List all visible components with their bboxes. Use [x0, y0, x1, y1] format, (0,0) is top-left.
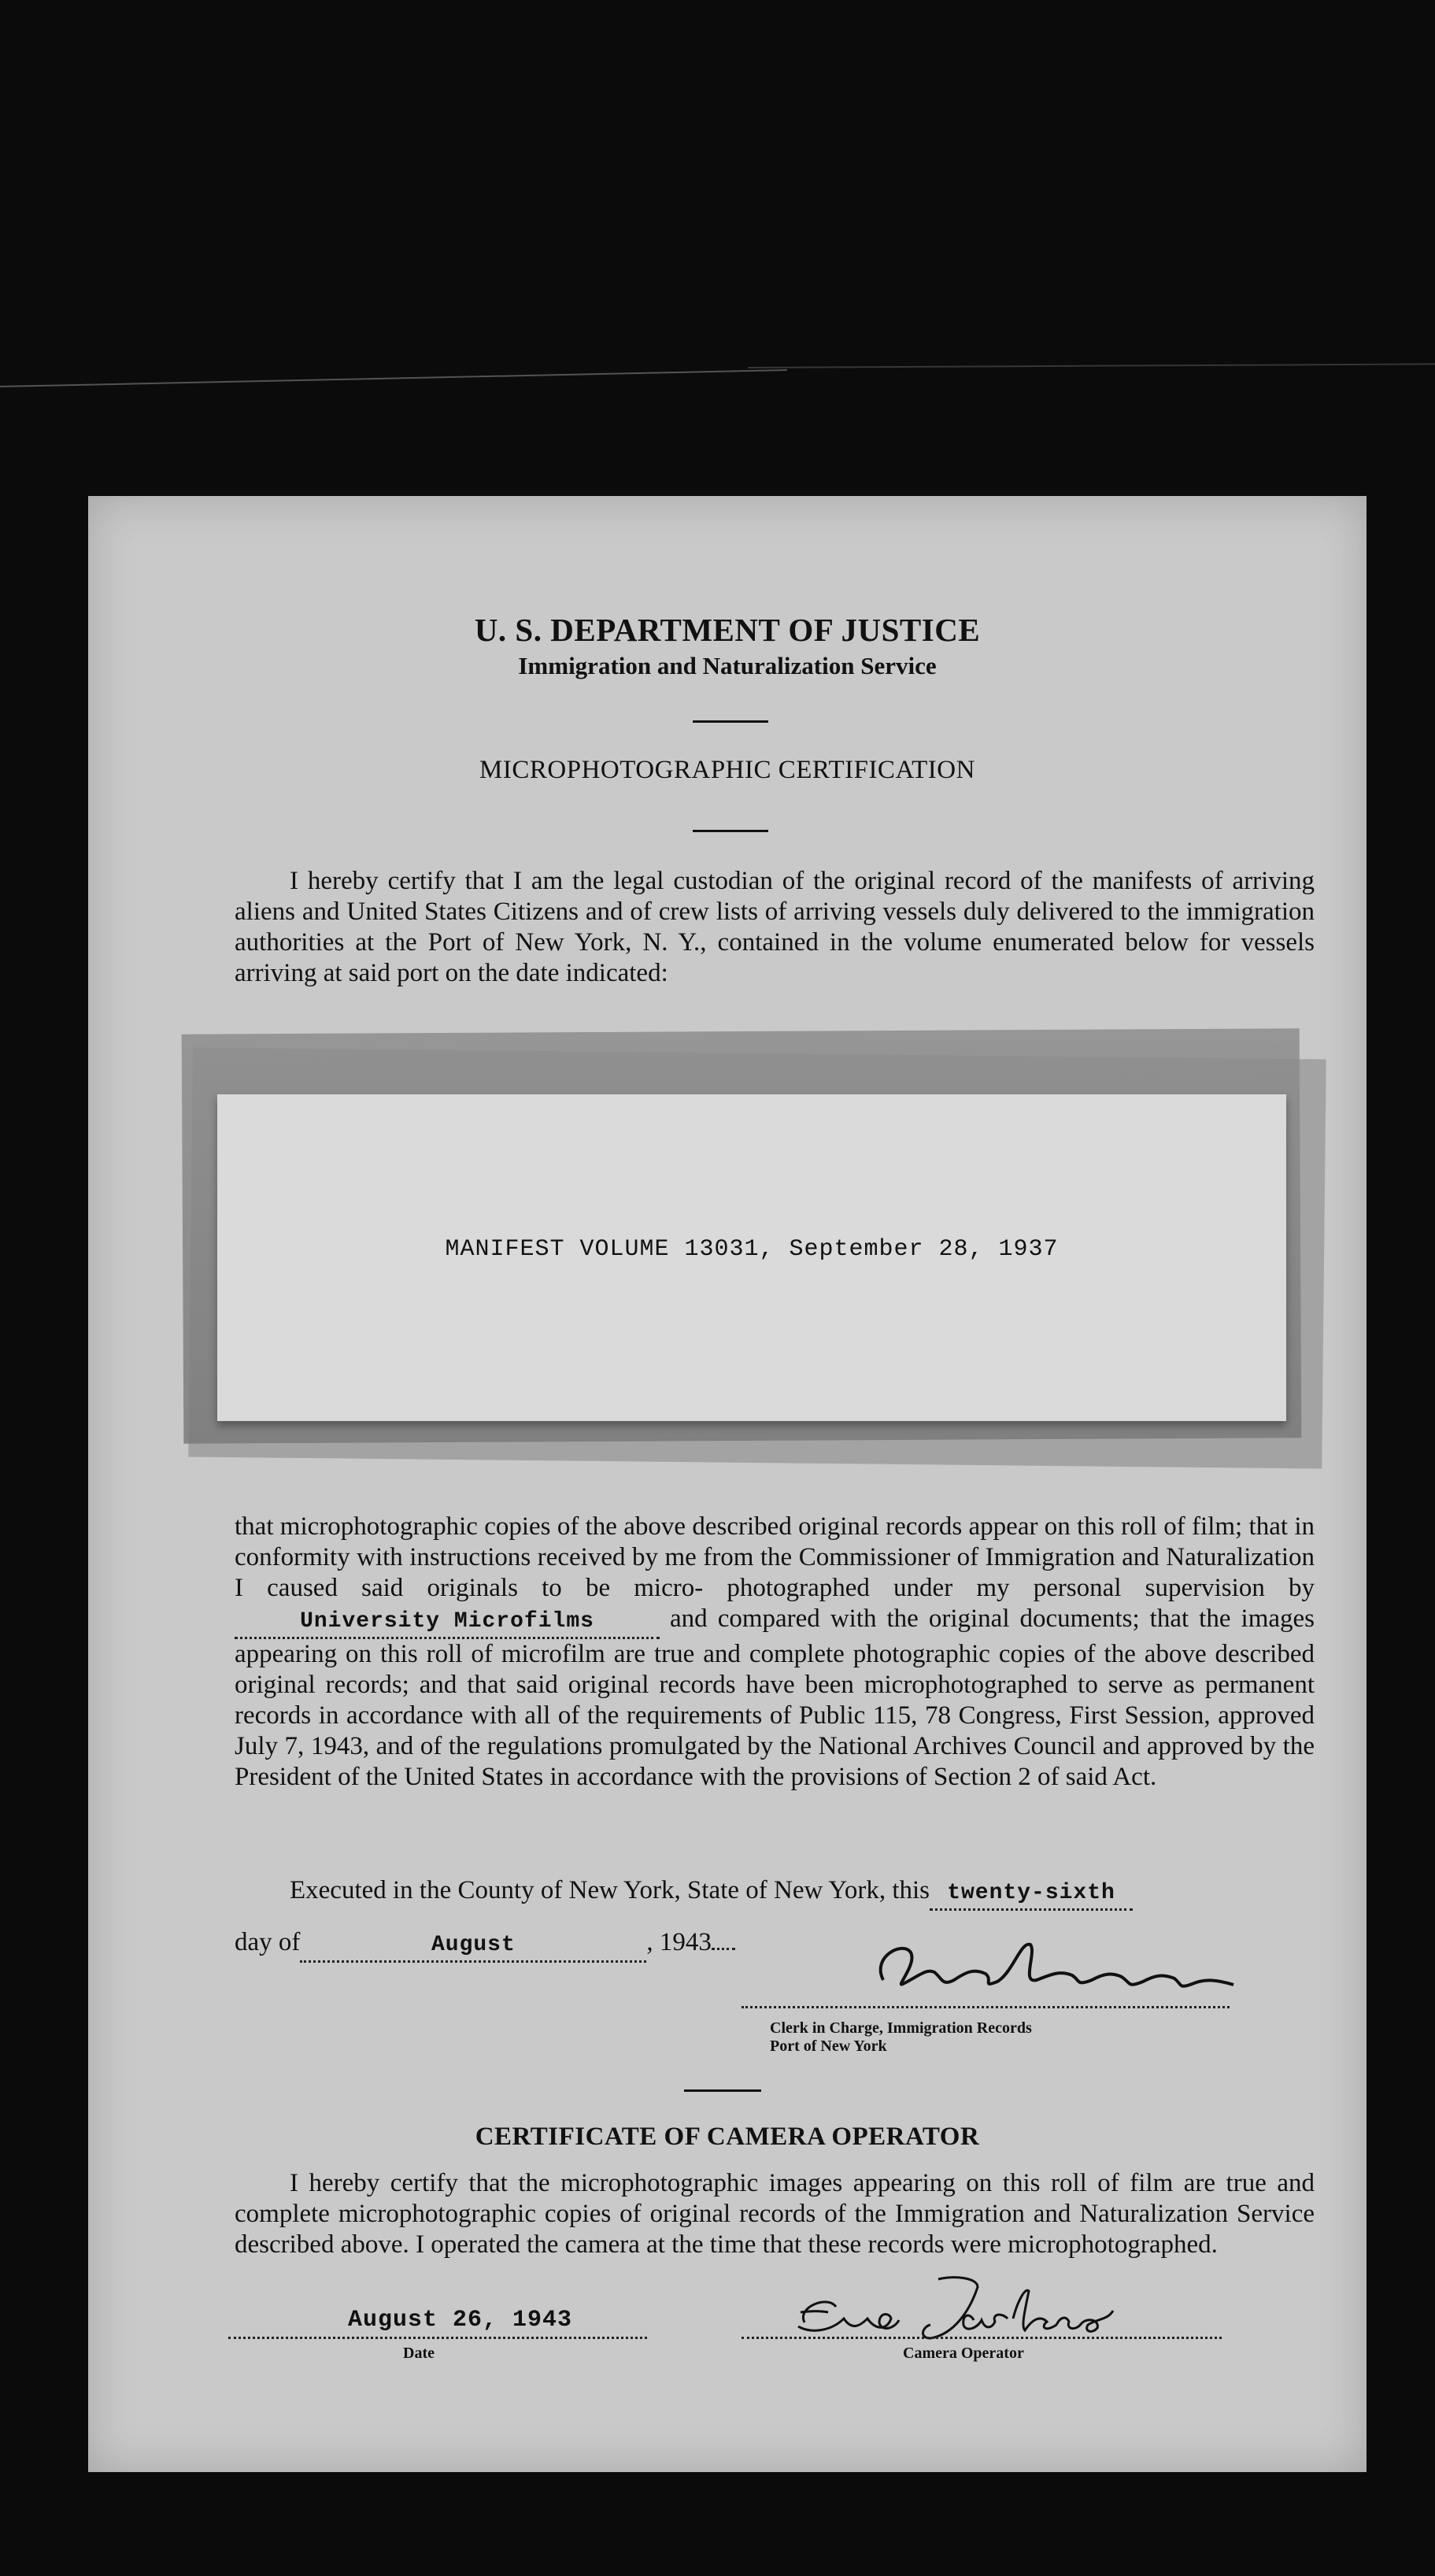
- execution-prefix: Executed in the County of New York, State of New York, this: [290, 1876, 930, 1904]
- clerk-signature: [824, 1925, 1328, 2012]
- day-of-label: day of: [235, 1928, 301, 1956]
- divider: [693, 720, 768, 723]
- camera-certificate-title: CERTIFICATE OF CAMERA OPERATOR: [475, 2123, 980, 2151]
- execution-year: , 1943: [646, 1928, 712, 1956]
- intro-paragraph: I hereby certify that I am the legal custodian of the original record of the manifests of arriving aliens and United States Citizens and of crew lists of arriving vessels duly delivered to the immigration authorities at the Port of New York, N. Y., contained in the volume enumerated below for vessels arriving at said port on the date indicated:: [235, 867, 1315, 987]
- certification-title: MICROPHOTOGRAPHIC CERTIFICATION: [479, 756, 975, 784]
- operator-label: Camera Operator: [903, 2345, 1024, 2362]
- clerk-signature-line: [742, 2006, 1230, 2008]
- film-scratch: [0, 369, 787, 387]
- execution-month-field: August: [300, 1930, 646, 1963]
- body-paragraph: [235, 1512, 1315, 1793]
- execution-day-field: twenty-sixth: [930, 1878, 1133, 1911]
- body-text-part2: photographed under my personal supervision by: [727, 1574, 1315, 1602]
- certificate-page: [88, 496, 1367, 2472]
- date-line: [228, 2337, 647, 2339]
- execution-line: [235, 1875, 1315, 1911]
- camera-paragraph: I hereby certify that the microphotographic images appearing on this roll of film are true and complete microphotographic copies of original records of the Immigration and Naturalization Service described above. I operated the camera at the time that these records were microphotographed.: [235, 2169, 1315, 2259]
- manifest-volume-text: MANIFEST VOLUME 13031, September 28, 1937: [445, 1236, 1059, 1263]
- divider: [693, 830, 768, 832]
- camera-date-value: August 26, 1943: [348, 2307, 573, 2334]
- date-label: Date: [403, 2345, 435, 2362]
- service-subheading: Immigration and Naturalization Service: [518, 652, 937, 679]
- clerk-title-line2: Port of New York: [770, 2037, 887, 2055]
- divider: [684, 2089, 761, 2092]
- body-text-part1: that microphotographic copies of the above described original records appear on this roll of film; that in conformity with instructions received by me from the Commissioner of Immigration and Naturalization I caused said originals to be micro-: [235, 1512, 1315, 1602]
- body-text-part3: and compared with the original documents; that the images appearing on this roll of microfilm are true and complete photographic copies of the above described original records; and that said original records have been microphotographed to serve as permanent records in accordance with all of the requirements of Public 115, 78 Congress, First Session, approved July 7, 1943, and of the regulations promulgated by the National Archives Council and approved by the President of the United States in accordance with the provisions of Section 2 of said Act.: [235, 1604, 1315, 1791]
- volume-label-slip: [217, 1094, 1286, 1421]
- operator-signature-line: [742, 2337, 1222, 2339]
- clerk-title-line1: Clerk in Charge, Immigration Records: [770, 2019, 1032, 2037]
- clerk-title: [770, 2019, 1032, 2056]
- film-scratch: [748, 363, 1435, 368]
- filmed-by-field: University Microfilms: [235, 1606, 660, 1639]
- department-heading: U. S. DEPARTMENT OF JUSTICE: [474, 612, 981, 648]
